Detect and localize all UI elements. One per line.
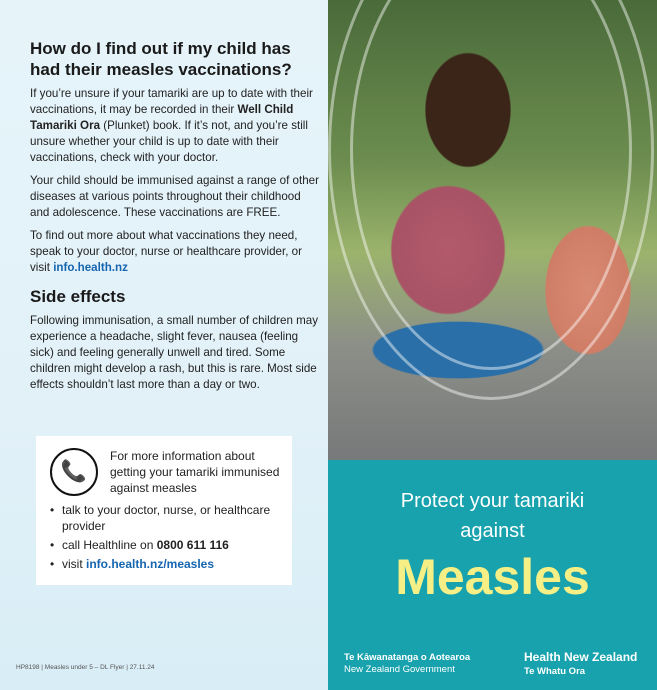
text: visit [62, 557, 86, 571]
text: New Zealand Government [344, 664, 455, 675]
phone-question-icon: 📞 [50, 448, 98, 496]
measles-link[interactable]: info.health.nz/measles [86, 557, 215, 571]
health-nz-logo [524, 651, 637, 678]
cover-line2: against [460, 520, 525, 542]
text: To find out more about what vaccinations they need, speak to your doctor, nurse or healthcare provider, or visit [30, 229, 302, 274]
back-panel [0, 0, 328, 690]
list-item: • talk to your doctor, nurse, or healthcare provider [50, 502, 280, 534]
paragraph: Following immunisation, a small number of children may experience a headache, slight fever, nausea (feeling sick) and feeling generally unwell and tired. Some children might develop a rash, but this is rare. Most side effects shouldn’t last more than a day or two. [30, 314, 319, 391]
paragraph [30, 86, 320, 166]
nz-government-logo [344, 652, 470, 676]
text: Te Kāwanatanga o Aotearoa [344, 652, 471, 663]
paragraph [30, 228, 320, 276]
list-item [50, 537, 280, 553]
info-heading: For more information about getting your tamariki immunised against measles [110, 449, 280, 495]
side-effects-heading: Side effects [30, 287, 126, 306]
text: (Plunket) book. If it’s not, and you’re still unsure whether your child is up to date with their vaccinations, check with your doctor. [30, 119, 308, 164]
info-header [50, 448, 280, 496]
text: Health New Zealand [524, 650, 638, 664]
content [30, 38, 320, 400]
info-box [36, 436, 292, 585]
text: call Healthline on [62, 538, 157, 552]
text: If you’re unsure if your tamariki are up to date with their vaccinations, it may be recorded in their [30, 87, 313, 116]
cover-panel [328, 460, 657, 690]
info-list [50, 502, 280, 572]
info-link[interactable]: info.health.nz [53, 261, 128, 274]
vaccination-heading: How do I find out if my child has had their measles vaccinations? [30, 39, 292, 79]
list-item [50, 556, 280, 572]
children-photo [328, 0, 657, 460]
healthline-number[interactable]: 0800 611 116 [156, 538, 229, 552]
cover-title: Measles [395, 549, 590, 605]
book-name: Well Child Tamariki Ora [30, 103, 294, 132]
footnote: HP8198 | Measles under 5 – DL Flyer | 27.11.24 [16, 664, 155, 671]
text: Te Whatu Ora [524, 666, 586, 677]
cover-line1: Protect your tamariki [400, 490, 585, 512]
paragraph: Your child should be immunised against a range of other diseases at various points throughout their childhood and adolescence. These vaccinations are FREE. [30, 174, 319, 219]
